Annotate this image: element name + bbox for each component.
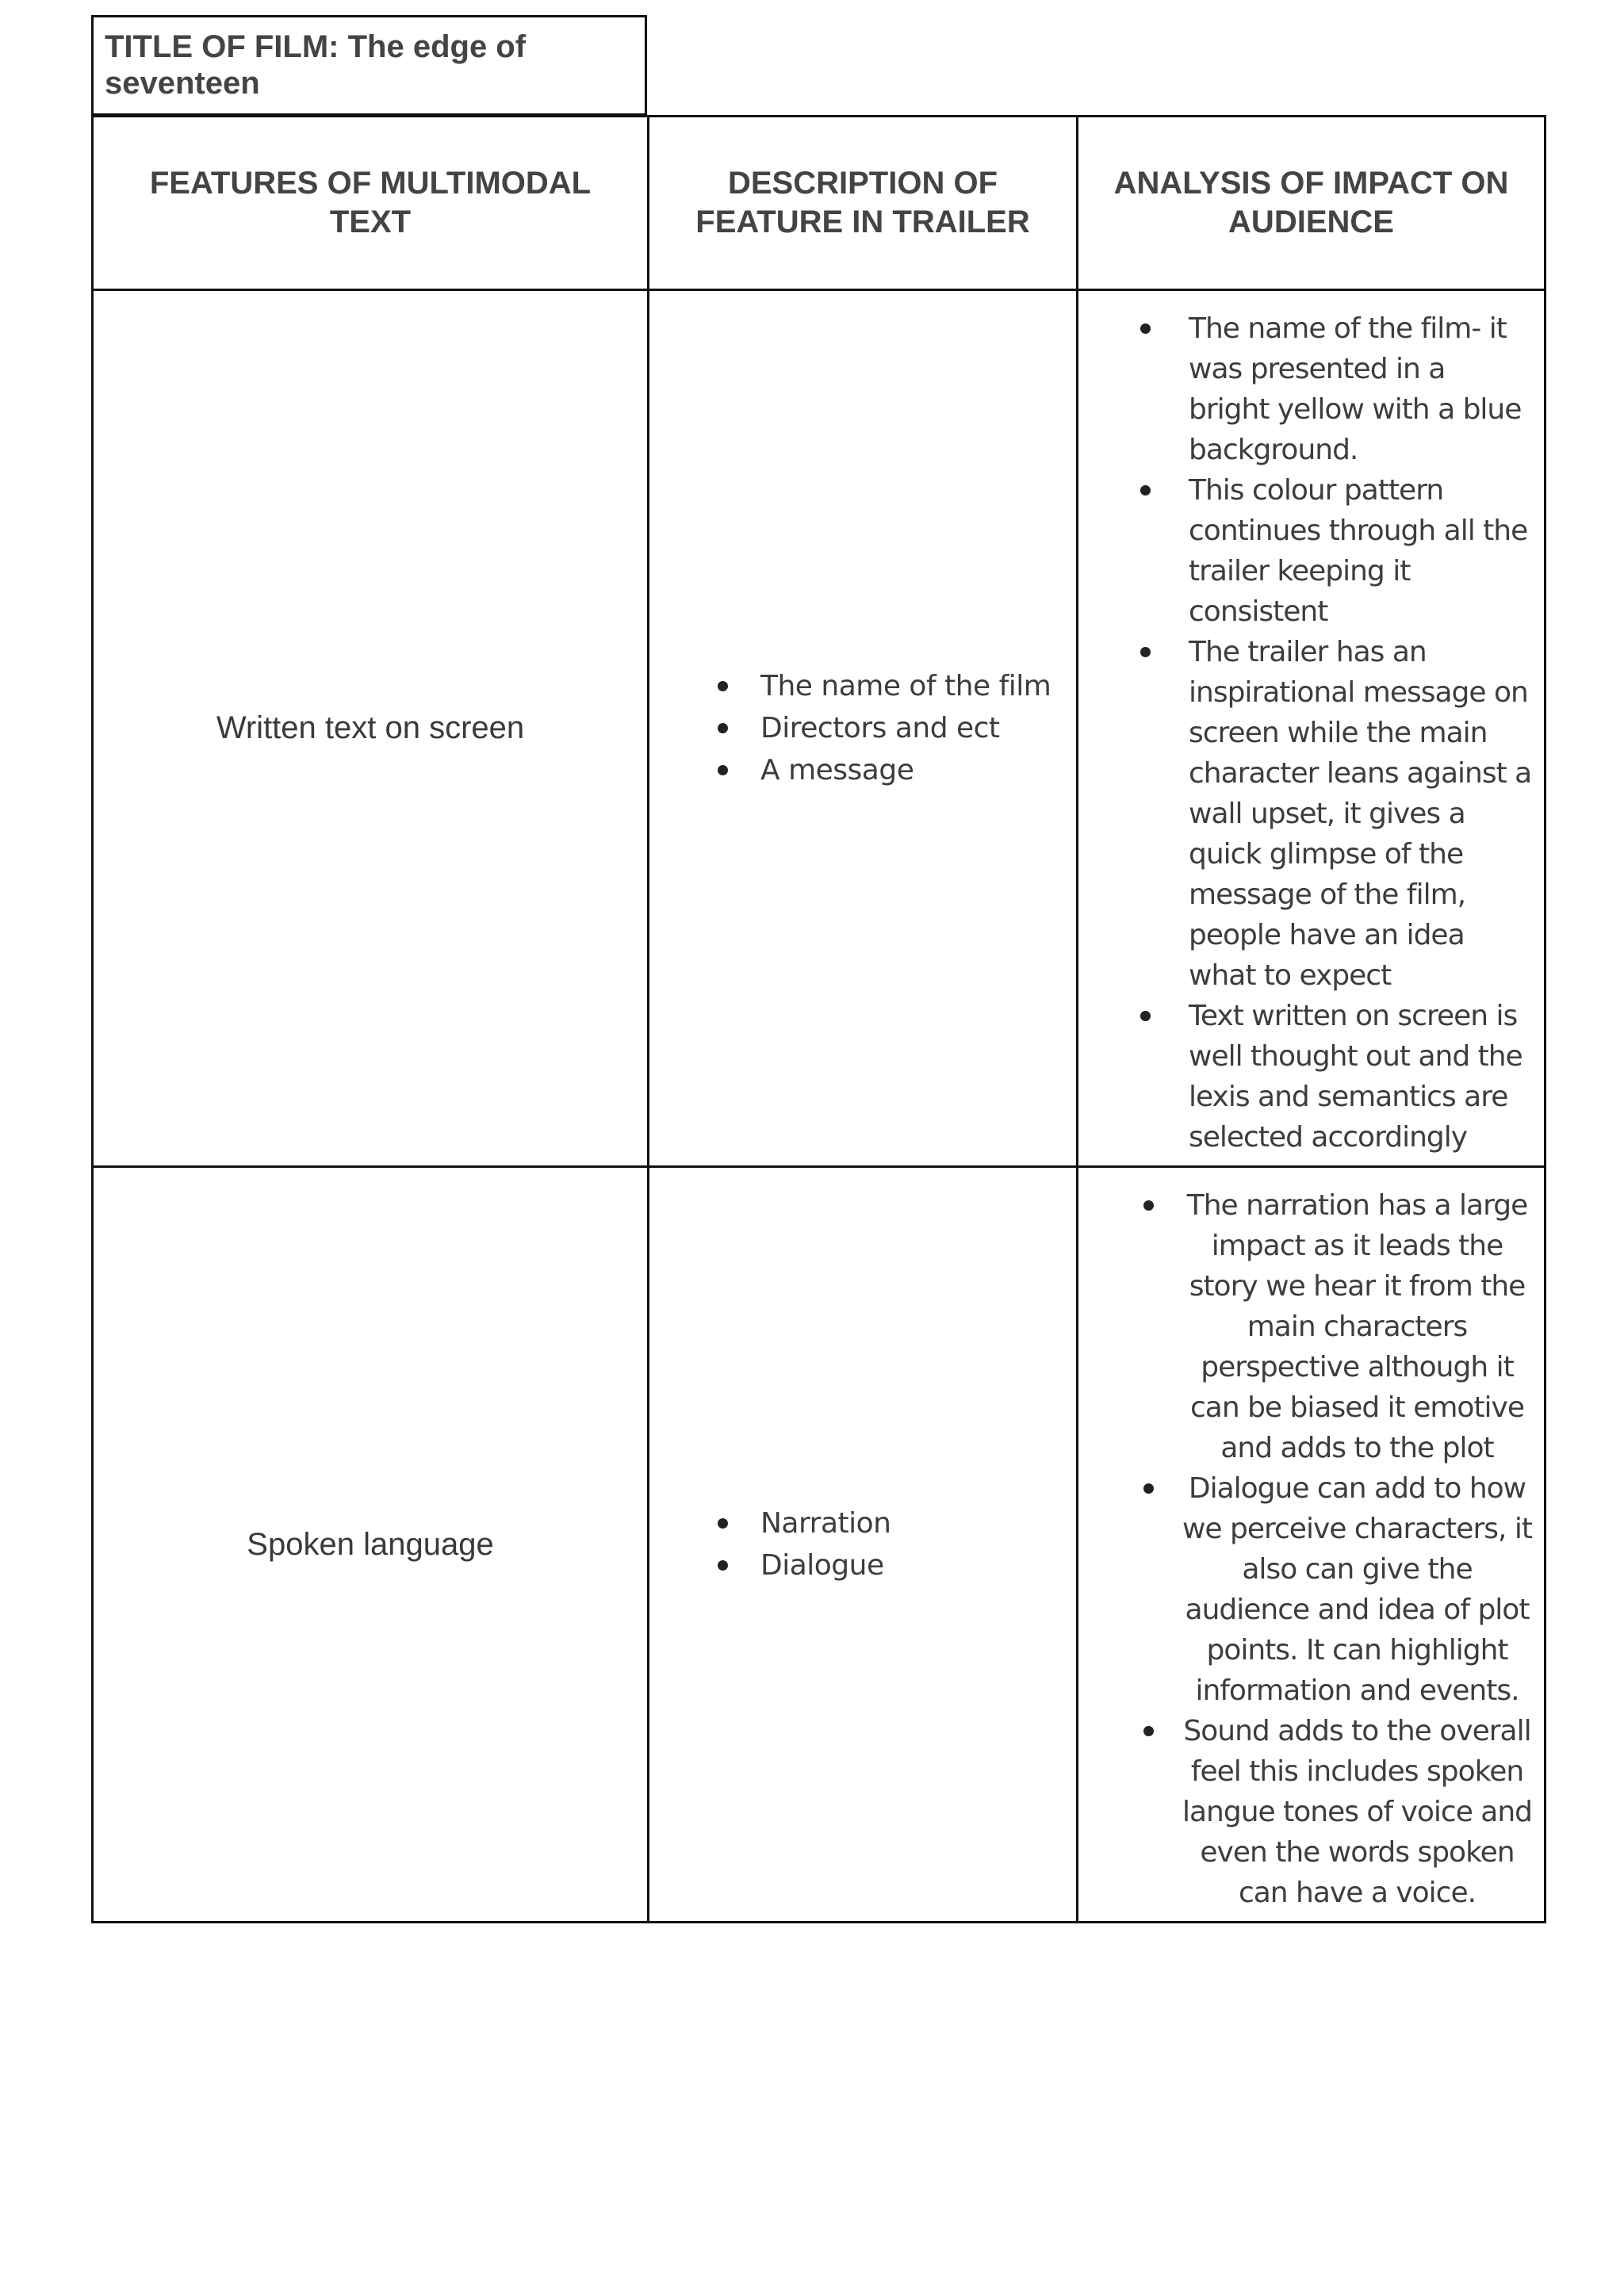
list-item: The name of the film- it was presented in a bright yellow with a blue background. (1078, 308, 1533, 470)
list-item: Narration (713, 1502, 1075, 1544)
analysis-cell (1078, 290, 1545, 1167)
list-item: Dialogue can add to how we perceive characters, it also can give the audience and idea of plot points. It can highlight information and events. (1078, 1468, 1533, 1711)
feature-cell: Spoken language (93, 1167, 649, 1923)
analysis-table (91, 115, 1546, 1923)
analysis-list (1078, 1185, 1533, 1913)
header-description: DESCRIPTION OF FEATURE IN TRAILER (649, 117, 1078, 290)
list-item: Dialogue (713, 1544, 1075, 1586)
description-list (713, 665, 1075, 791)
header-features: FEATURES OF MULTIMODAL TEXT (93, 117, 649, 290)
list-item: This colour pattern continues through all the trailer keeping it consistent (1078, 470, 1533, 632)
analysis-cell (1078, 1167, 1545, 1923)
description-list (713, 1502, 1075, 1586)
list-item: Text written on screen is well thought out and the lexis and semantics are selected accordingly (1078, 996, 1533, 1158)
list-item: The narration has a large impact as it leads the story we hear it from the main characters perspective although it can be biased it emotive and adds to the plot (1078, 1185, 1533, 1468)
list-item: The trailer has an inspirational message on screen while the main character leans against a wall upset, it gives a quick glimpse of the message of the film, people have an idea what to expect (1078, 632, 1533, 996)
table-header-row (93, 117, 1545, 290)
list-item: The name of the film (713, 665, 1075, 707)
description-cell (649, 290, 1078, 1167)
list-item: Sound adds to the overall feel this includes spoken langue tones of voice and even the words spoken can have a voice. (1078, 1711, 1533, 1913)
feature-cell: Written text on screen (93, 290, 649, 1167)
analysis-list (1078, 308, 1533, 1158)
table-row (93, 290, 1545, 1167)
header-analysis: ANALYSIS OF IMPACT ON AUDIENCE (1078, 117, 1545, 290)
table-row (93, 1167, 1545, 1923)
description-cell (649, 1167, 1078, 1923)
film-title: TITLE OF FILM: The edge of seventeen (91, 15, 647, 116)
list-item: A message (713, 749, 1075, 791)
list-item: Directors and ect (713, 707, 1075, 749)
